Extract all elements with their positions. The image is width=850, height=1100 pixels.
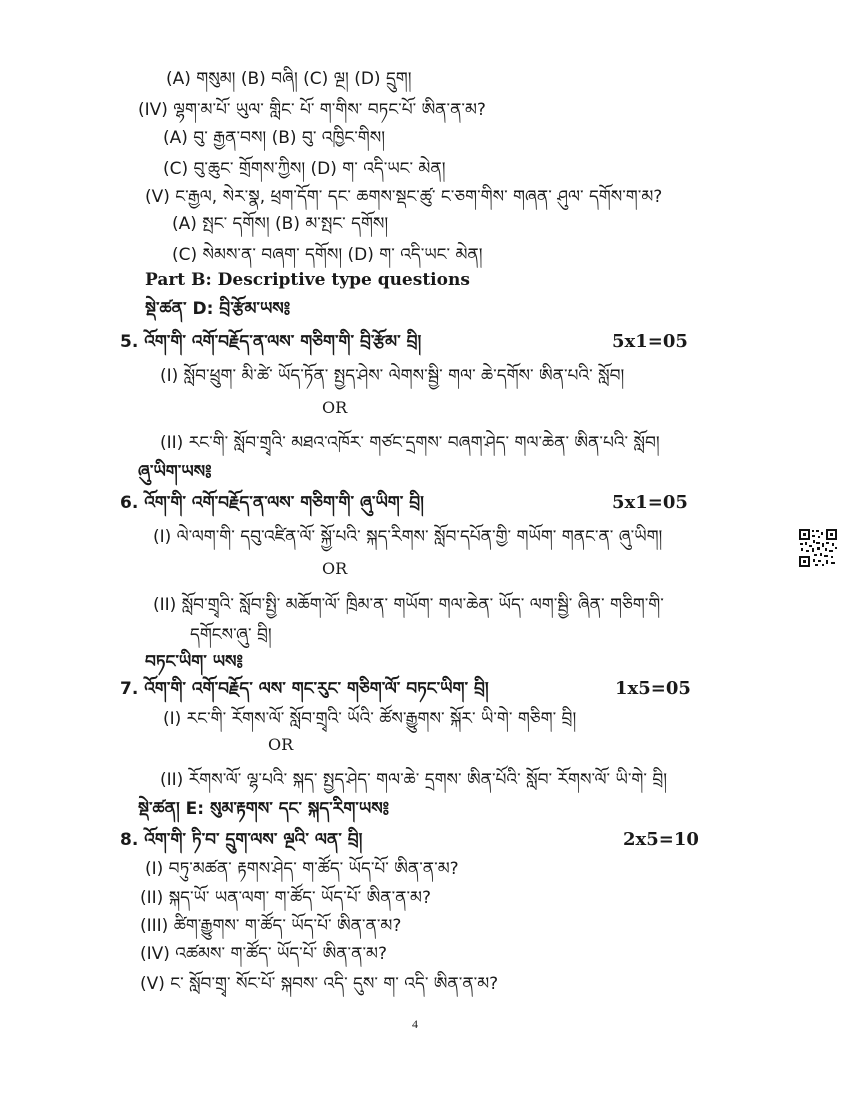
question-6-i: (I) ལེ་ལག་གི་ དབུ་འཛིན་ལོ་ སྐྱོ་པའི་ སྐད་རིགས་ སློབ་དཔོན་གྱི་ གཡོག་ གནང་ན་ ཞུ་ཡིག། xyxy=(153,527,663,547)
question-v-option-c-d: (C) སེམས་ན་ བཞག་ དགོས། (D) ག་ འདི་ཡང་ མེན། xyxy=(172,245,483,265)
page-number: 4 xyxy=(412,1017,418,1031)
part-b-heading: Part B: Descriptive type questions xyxy=(145,270,470,290)
question-v-option-a-b: (A) སྤང་ དགོས། (B) མ་སྤང་ དགོས། xyxy=(172,214,389,234)
question-6-or: OR xyxy=(322,559,348,578)
section-e-heading: སྡེ་ཚན། E: སུམ་རྟགས་ དང་ སྐད་རིག་ཡས༔ xyxy=(138,799,390,819)
question-iv: (IV) ལྷག་མ་པོ་ ཡུལ་ གླིང་ པོ་ ག་གིས་ བཏང་པོ་ ཨིན་ན་མ? xyxy=(138,100,486,120)
question-8-iii: (III) ཚིག་རྒྱུགས་ ག་ཚོད་ ཡོད་པོ་ ཨིན་ན་མ? xyxy=(140,916,402,936)
section-letter-heading: ཞུ་ཡིག་ཡས༔ xyxy=(138,462,212,482)
question-7-i: (I) རང་གི་ རོགས་ལོ་ སློབ་གྲྭའི་ ཡོའི་ ཚོས་རྒྱུགས་ སྐོར་ ཡི་གེ་ གཅིག་ བྲི། xyxy=(163,709,577,729)
question-6-ii-line1: (II) སློབ་གྲྭའི་ སློབ་སྤྱི་ མཆོག་ལོ་ ཁྲིམ་ན་ གཡོག་ གལ་ཆེན་ ཡོད་ ལག་སྦྱི་ ཞིན་ གཅིག་གི་ xyxy=(153,595,664,615)
question-iv-option-c-d: (C) བུ་ཆུང་ གྲོགས་ཀྱིས། (D) ག་ འདི་ཡང་ མེན། xyxy=(163,159,446,179)
question-5-ii: (II) རང་གི་ སློབ་གྲྭའི་ མཐའ་འཁོར་ གཙང་དྲགས་ བཞག་ཤེད་ གལ་ཆེན་ ཨིན་པའི་ སློབ། xyxy=(160,433,660,453)
question-5-i: (I) སློབ་ཕྲུག་ མི་ཚེ་ ཡོད་ཏོན་ སྤྱད་ཤེས་ ལེགས་སྦྱི་ གལ་ ཆེ་དགོས་ ཨིན་པའི་ སློབ། xyxy=(160,366,625,386)
question-7-marks: 1x5=05 xyxy=(615,678,691,699)
options-a-d-row: (A) གསུམ། (B) བཞི། (C) ལྔ། (D) དྲུག། xyxy=(166,69,412,89)
question-5-marks: 5x1=05 xyxy=(612,331,688,352)
question-8-ii: (II) སྐད་ཡོ་ ཡན་ལག་ ག་ཚོད་ ཡོད་པོ་ ཨིན་ན་མ? xyxy=(140,888,432,908)
question-6: 6. འོག་གི་ འགོ་བརྗོད་ན་ལས་ གཅིག་གི་ ཞུ་ཡིག་ བྲི། xyxy=(120,493,424,513)
qr-code-icon xyxy=(798,528,838,568)
question-8-i: (I) བཏུ་མཚན་ རྟགས་ཤེད་ ག་ཚོད་ ཡོད་པོ་ ཨིན་ན་མ? xyxy=(145,859,459,879)
section-d-heading: སྡེ་ཚན་ D: བྲི་རྩོམ་ཡས༔ xyxy=(145,299,291,319)
question-6-marks: 5x1=05 xyxy=(612,492,688,513)
section-story-heading: བཏང་ཡིག་ ཡས༔ xyxy=(145,652,243,672)
question-8-v: (V) ང་ སློབ་གྲྭ་ སོང་པོ་ སྐབས་ འདི་ དུས་ ག་ འདི་ ཨིན་ན་མ? xyxy=(140,974,499,994)
question-7: 7. འོག་གི་ འགོ་བརྗོད་ ལས་ གང་རུང་ གཅིག་ལོ་ བཏང་ཡིག་ བྲི། xyxy=(120,679,489,699)
question-8-iv: (IV) འཚམས་ ག་ཚོད་ ཡོད་པོ་ ཨིན་ན་མ? xyxy=(140,944,387,964)
question-5-or: OR xyxy=(322,398,348,417)
question-8-marks: 2x5=10 xyxy=(623,829,699,850)
question-6-ii-line2: དགོངས་ཞུ་ བྲི། xyxy=(190,625,272,645)
question-7-ii: (II) རོགས་ལོ་ ལྷ་པའི་ སྐད་ སྤྱད་ཤེད་ གལ་ཆེ་ དྲགས་ ཨིན་པོའི་ སློབ་ རོགས་ལོ་ ཡི་གེ་ བྲི། xyxy=(160,770,668,790)
question-8: 8. འོག་གི་ ཏི་བ་ དྲུག་ལས་ ལྔའི་ ལན་ བྲི། xyxy=(120,830,363,850)
question-5: 5. འོག་གི་ འགོ་བརྗོད་ན་ལས་ གཅིག་གི་ བྲི་རྩོམ་ བྲི། xyxy=(120,332,422,352)
question-7-or: OR xyxy=(268,735,294,754)
question-v: (V) ང་རྒྱལ, སེར་སྣ, ཕྲག་དོག་ དང་ ཆགས་སྡང་ཚུ་ ང་ཅག་གིས་ གཞན་ ཤུལ་ དགོས་ག་མ? xyxy=(145,187,663,207)
question-iv-option-a-b: (A) བུ་ རྒྱན་བས། (B) བུ་ འཁྱིང་གིས། xyxy=(163,128,386,148)
